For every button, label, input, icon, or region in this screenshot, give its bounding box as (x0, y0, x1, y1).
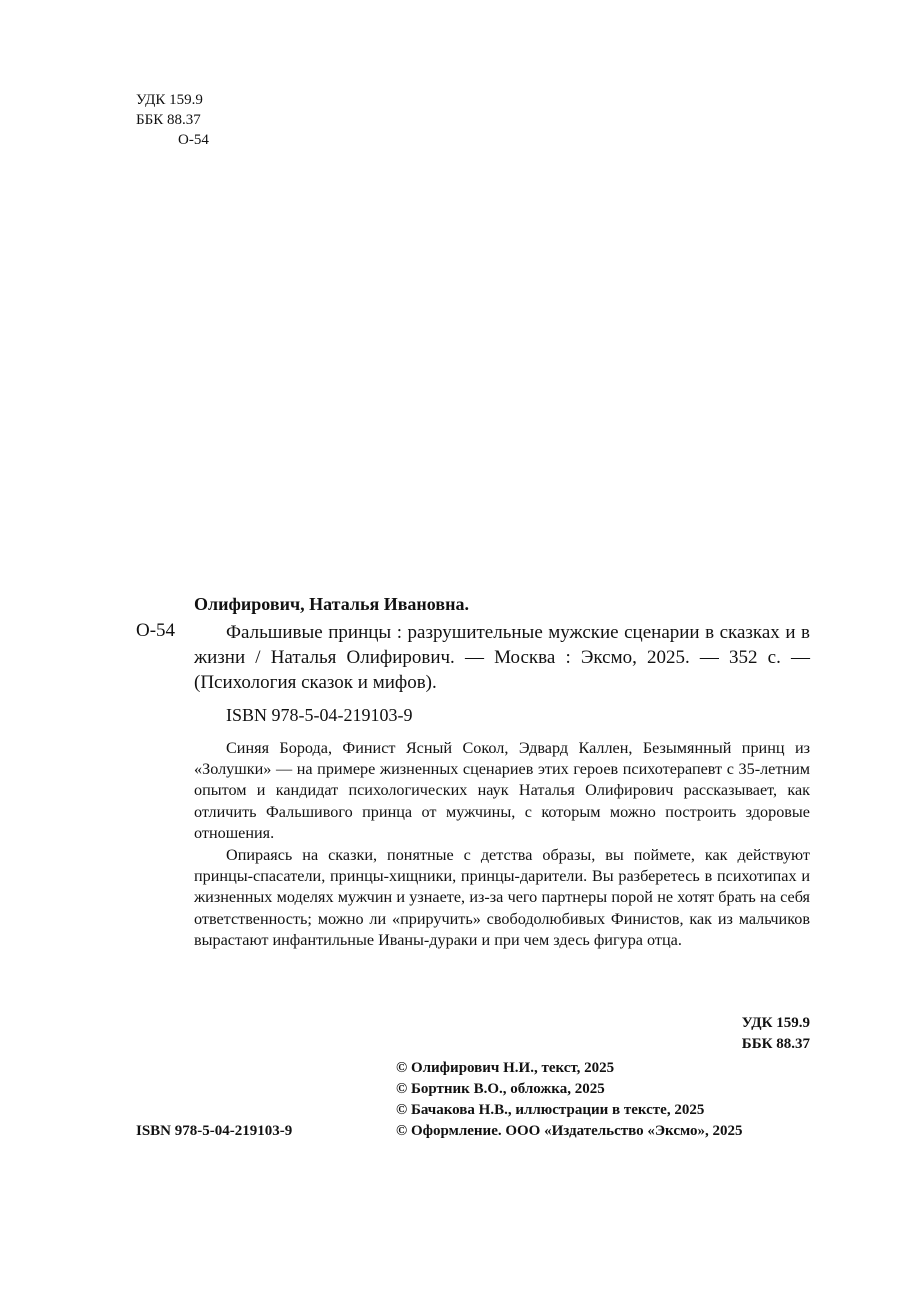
record-title (194, 620, 810, 695)
copyright-line: © Бортник В.О., обложка, 2025 (396, 1081, 605, 1097)
bottom-isbn: ISBN 978-5-04-219103-9 (136, 1123, 293, 1139)
copyright-line: © Бачакова Н.В., иллюстрации в тексте, 2025 (396, 1102, 705, 1118)
classification-bbk: ББК 88.37 (741, 1036, 810, 1052)
bbk-code: ББК 88.37 (136, 112, 201, 128)
annotation-paragraph-1: Синяя Борода, Финист Ясный Сокол, Эдвард Каллен, Безымянный принц из «Золушки» — на примере жизненных сценариев этих героев психотерапевт с 35-летним опытом и кандидат психологических наук Наталья Олифирович рассказывает, как отличить Фальшивого принца от мужчины, с которым можно построить здоровые отношения. (194, 739, 810, 842)
record-isbn: ISBN 978-5-04-219103-9 (226, 705, 413, 725)
copyright-line: © Олифирович Н.И., текст, 2025 (396, 1060, 615, 1076)
record-title-text: Фальшивые принцы : разрушительные мужские сценарии в сказках и в жизни / Наталья Олифирович. — Москва : Эксмо, 2025. — 352 с. — (Психология сказок и мифов). (194, 622, 810, 693)
classification-codes (742, 1013, 810, 1055)
copyright-line: © Оформление. ООО «Издательство «Эксмо», 2025 (396, 1123, 743, 1139)
author-code: О-54 (178, 132, 209, 148)
annotation (194, 738, 810, 951)
annotation-paragraph-2: Опираясь на сказки, понятные с детства образы, вы поймете, как действуют принцы-спасатели, принцы-хищники, принцы-дарители. Вы разберетесь в психотипах и жизненных моделях мужчин и узнаете, из-за чего партнеры порой не хотят брать на себя ответственность; можно ли «приручить» свободолюбивых Финистов, как из мальчиков вырастают инфантильные Иваны-дураки и при чем здесь фигура отца. (194, 846, 810, 949)
copyright-list (396, 1058, 743, 1142)
record-author: Олифирович, Наталья Ивановна. (194, 594, 469, 614)
top-classification-codes (136, 90, 209, 150)
classification-udk: УДК 159.9 (741, 1015, 810, 1031)
udk-code: УДК 159.9 (136, 92, 203, 108)
record-code: О-54 (136, 620, 176, 641)
